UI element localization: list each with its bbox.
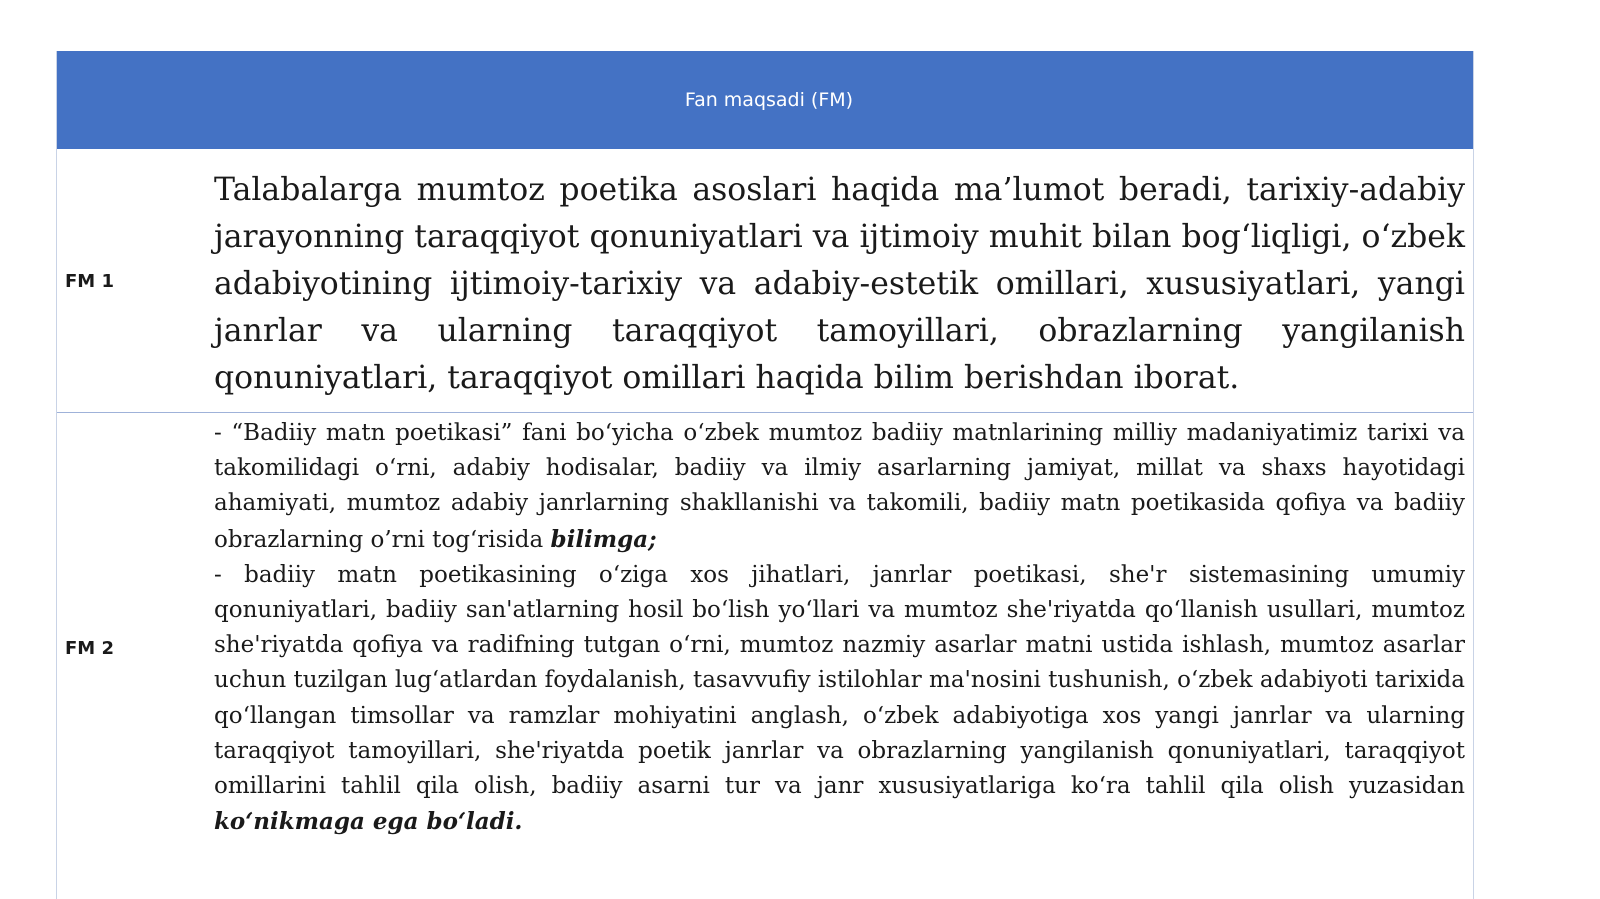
- fm2-paragraph-1-text: - “Badiiy matn poetikasi” fani bo‘yicha o‘zbek mumtoz badiiy matnlarining milliy madaniyatimiz tarixi va takomilidagi o‘rni, adabiy hodisalar, badiiy va ilmiy asarlarning jamiyat, millat va shaxs hayotidagi ahamiyati, mumtoz adabiy janrlarning shakllanishi va takomili, badiiy matn poetikasida qofiya va badiiy obrazlarning o’rni tog‘risida: [214, 420, 1465, 553]
- row-label-fm2: FM 2: [65, 638, 114, 659]
- row-text-fm1: Talabalarga mumtoz poetika asoslari haqida ma’lumot beradi, tarixiy-adabiy jarayonning taraqqiyot qonuniyatlari va ijtimoiy muhit bilan bog‘liqligi, o‘zbek adabiyotining ijtimoiy-tarixiy va adabiy-estetik omillari, xususiyatlari, yangi janrlar va ularning taraqqiyot tamoyillari, obrazlarning yangilanish qonuniyatlari, taraqqiyot omillari haqida bilim berishdan iborat.: [214, 172, 1465, 396]
- fan-maqsadi-table: [56, 51, 1474, 899]
- fm2-paragraph-1-emphasis: bilimga;: [550, 525, 657, 553]
- row-label-fm1: FM 1: [65, 271, 114, 292]
- fm2-paragraph-2-emphasis: ko‘nikmaga ega bo‘ladi.: [214, 808, 523, 836]
- header-title: Fan maqsadi (FM): [684, 89, 854, 111]
- table-header: [57, 51, 1473, 149]
- row-text-fm2: [214, 416, 1465, 840]
- fm2-paragraph-2-text: - badiiy matn poetikasining o‘ziga xos jihatlari, janrlar poetikasi, she'r sistemasining umumiy qonuniyatlari, badiiy san'atlarning hosil bo‘lish yo‘llari va mumtoz she'riyatda qo‘llanish usullari, mumtoz she'riyatda qofiya va radifning tutgan o‘rni, mumtoz nazmiy asarlar matni ustida ishlash, mumtoz asarlar uchun tuzilgan lug‘atlardan foydalanish, tasavvufiy istilohlar ma'nosini tushunish, o‘zbek adabiyoti tarixida qo‘llangan timsollar va ramzlar mohiyatini anglash, o‘zbek adabiyotiga xos yangi janrlar va ularning taraqqiyot tamoyillari, she'riyatda poetik janrlar va obrazlarning yangilanish qonuniyatlari, taraqqiyot omillarini tahlil qila olish, badiiy asarni tur va janr xususiyatlariga ko‘ra tahlil qila olish yuzasidan: [214, 561, 1465, 800]
- table-row-fm1: [57, 149, 1473, 413]
- fm2-paragraph-1: [214, 416, 1465, 558]
- fm2-paragraph-2: [214, 558, 1465, 841]
- table-row-fm2: [57, 413, 1473, 899]
